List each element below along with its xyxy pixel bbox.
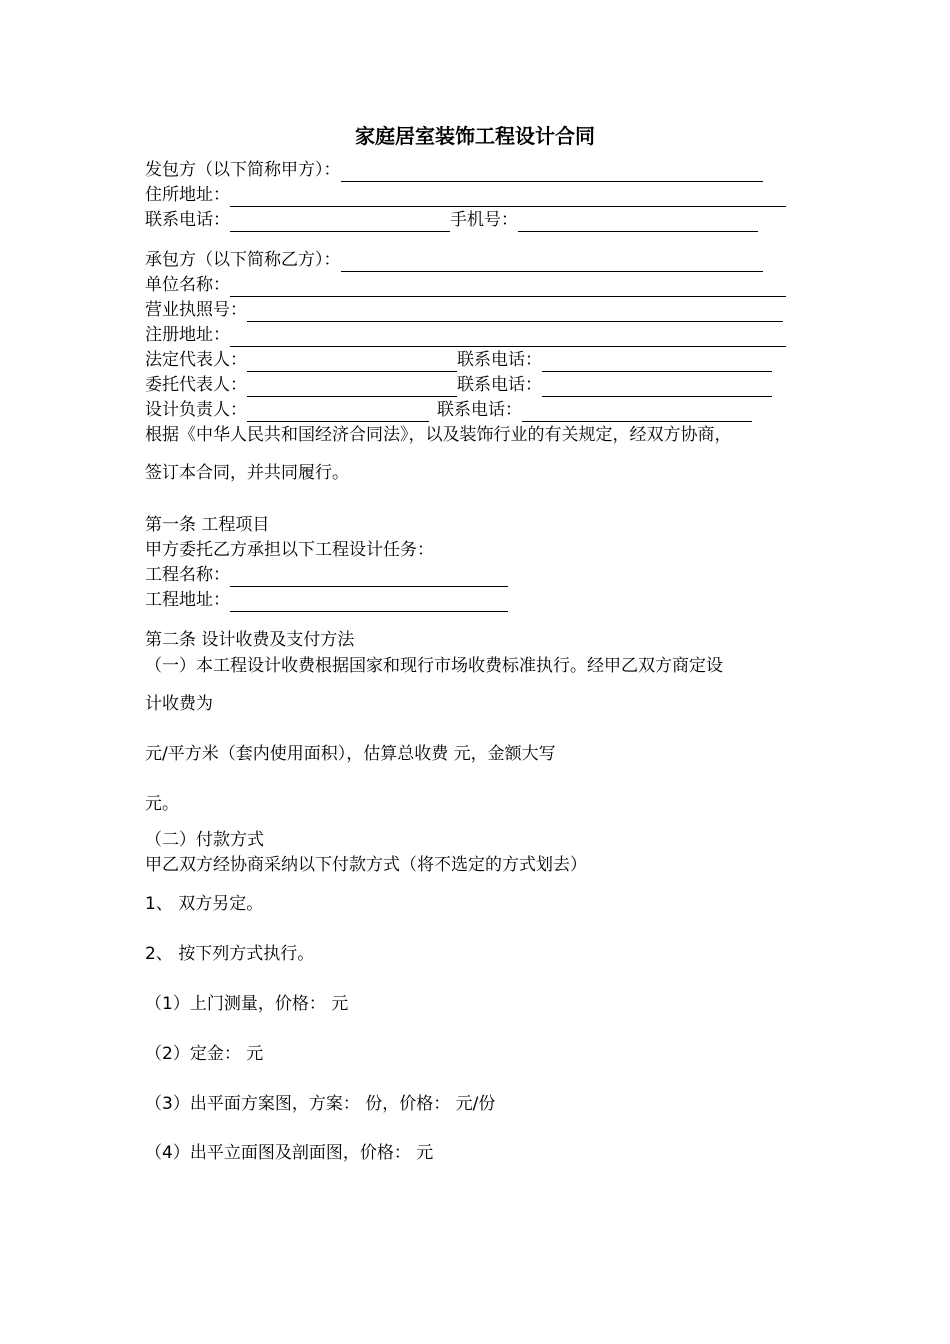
mobile-label: 手机号： — [450, 210, 518, 230]
license-blank[interactable] — [247, 303, 783, 322]
address-blank[interactable] — [230, 188, 786, 207]
payment-option-1: 1、 双方另定。 — [145, 894, 264, 914]
legal-rep-row — [145, 348, 772, 372]
project-address-label: 工程地址： — [145, 590, 230, 610]
address-row — [145, 183, 786, 207]
party-a-row — [145, 158, 763, 182]
designer-phone-blank[interactable] — [522, 403, 752, 422]
party-a-label: 发包方（以下简称甲方）： — [145, 160, 341, 180]
payment-item-3: （3）出平面方案图，方案： 份，价格： 元/份 — [145, 1094, 496, 1114]
legal-rep-phone-label: 联系电话： — [457, 350, 542, 370]
agent-blank[interactable] — [247, 378, 457, 397]
project-address-row — [145, 588, 508, 612]
reg-address-row — [145, 323, 786, 347]
reg-address-label: 注册地址： — [145, 325, 230, 345]
license-label: 营业执照号： — [145, 300, 247, 320]
payment-item-4: （4）出平立面图及剖面图，价格： 元 — [145, 1143, 434, 1163]
payment-intro: 甲乙双方经协商采纳以下付款方式（将不选定的方式划去） — [145, 855, 587, 875]
agent-phone-blank[interactable] — [542, 378, 772, 397]
agent-label: 委托代表人： — [145, 375, 247, 395]
reg-address-blank[interactable] — [230, 328, 786, 347]
fee-paragraph-line-4: 元。 — [145, 794, 179, 814]
article-2-heading: 第二条 设计收费及支付方法 — [145, 630, 355, 650]
payment-item-2: （2）定金： 元 — [145, 1044, 264, 1064]
mobile-blank[interactable] — [518, 213, 758, 232]
contract-title: 家庭居室装饰工程设计合同 — [355, 124, 595, 148]
article-1-intro: 甲方委托乙方承担以下工程设计任务： — [145, 540, 434, 560]
legal-rep-phone-blank[interactable] — [542, 353, 772, 372]
project-address-blank[interactable] — [230, 593, 508, 612]
address-label: 住所地址： — [145, 185, 230, 205]
payment-item-1: （1）上门测量，价格： 元 — [145, 994, 349, 1014]
phone-row — [145, 208, 758, 232]
designer-phone-label: 联系电话： — [437, 400, 522, 420]
designer-row — [145, 398, 752, 422]
legal-rep-label: 法定代表人： — [145, 350, 247, 370]
party-b-row — [145, 248, 763, 272]
fee-paragraph-line-2: 计收费为 — [145, 694, 213, 714]
phone-label: 联系电话： — [145, 210, 230, 230]
project-name-blank[interactable] — [230, 568, 508, 587]
unit-blank[interactable] — [230, 278, 786, 297]
preamble-line-1: 根据《中华人民共和国经济合同法》，以及装饰行业的有关规定，经双方协商， — [145, 425, 732, 445]
article-1-heading: 第一条 工程项目 — [145, 515, 270, 535]
party-b-blank[interactable] — [341, 253, 763, 272]
agent-phone-label: 联系电话： — [457, 375, 542, 395]
project-name-row — [145, 563, 508, 587]
fee-paragraph-line-1: （一）本工程设计收费根据国家和现行市场收费标准执行。经甲乙双方商定设 — [145, 656, 723, 676]
license-row — [145, 298, 783, 322]
payment-option-2: 2、 按下列方式执行。 — [145, 944, 315, 964]
designer-label: 设计负责人： — [145, 400, 247, 420]
project-name-label: 工程名称： — [145, 565, 230, 585]
fee-paragraph-line-3: 元/平方米（套内使用面积），估算总收费 元，金额大写 — [145, 744, 556, 764]
preamble-line-2: 签订本合同，并共同履行。 — [145, 463, 349, 483]
payment-heading: （二）付款方式 — [145, 830, 264, 850]
phone-blank[interactable] — [230, 213, 450, 232]
unit-label: 单位名称： — [145, 275, 230, 295]
party-a-blank[interactable] — [341, 163, 763, 182]
party-b-label: 承包方（以下简称乙方）： — [145, 250, 341, 270]
unit-row — [145, 273, 786, 297]
designer-blank[interactable] — [247, 403, 429, 422]
agent-row — [145, 373, 772, 397]
legal-rep-blank[interactable] — [247, 353, 457, 372]
